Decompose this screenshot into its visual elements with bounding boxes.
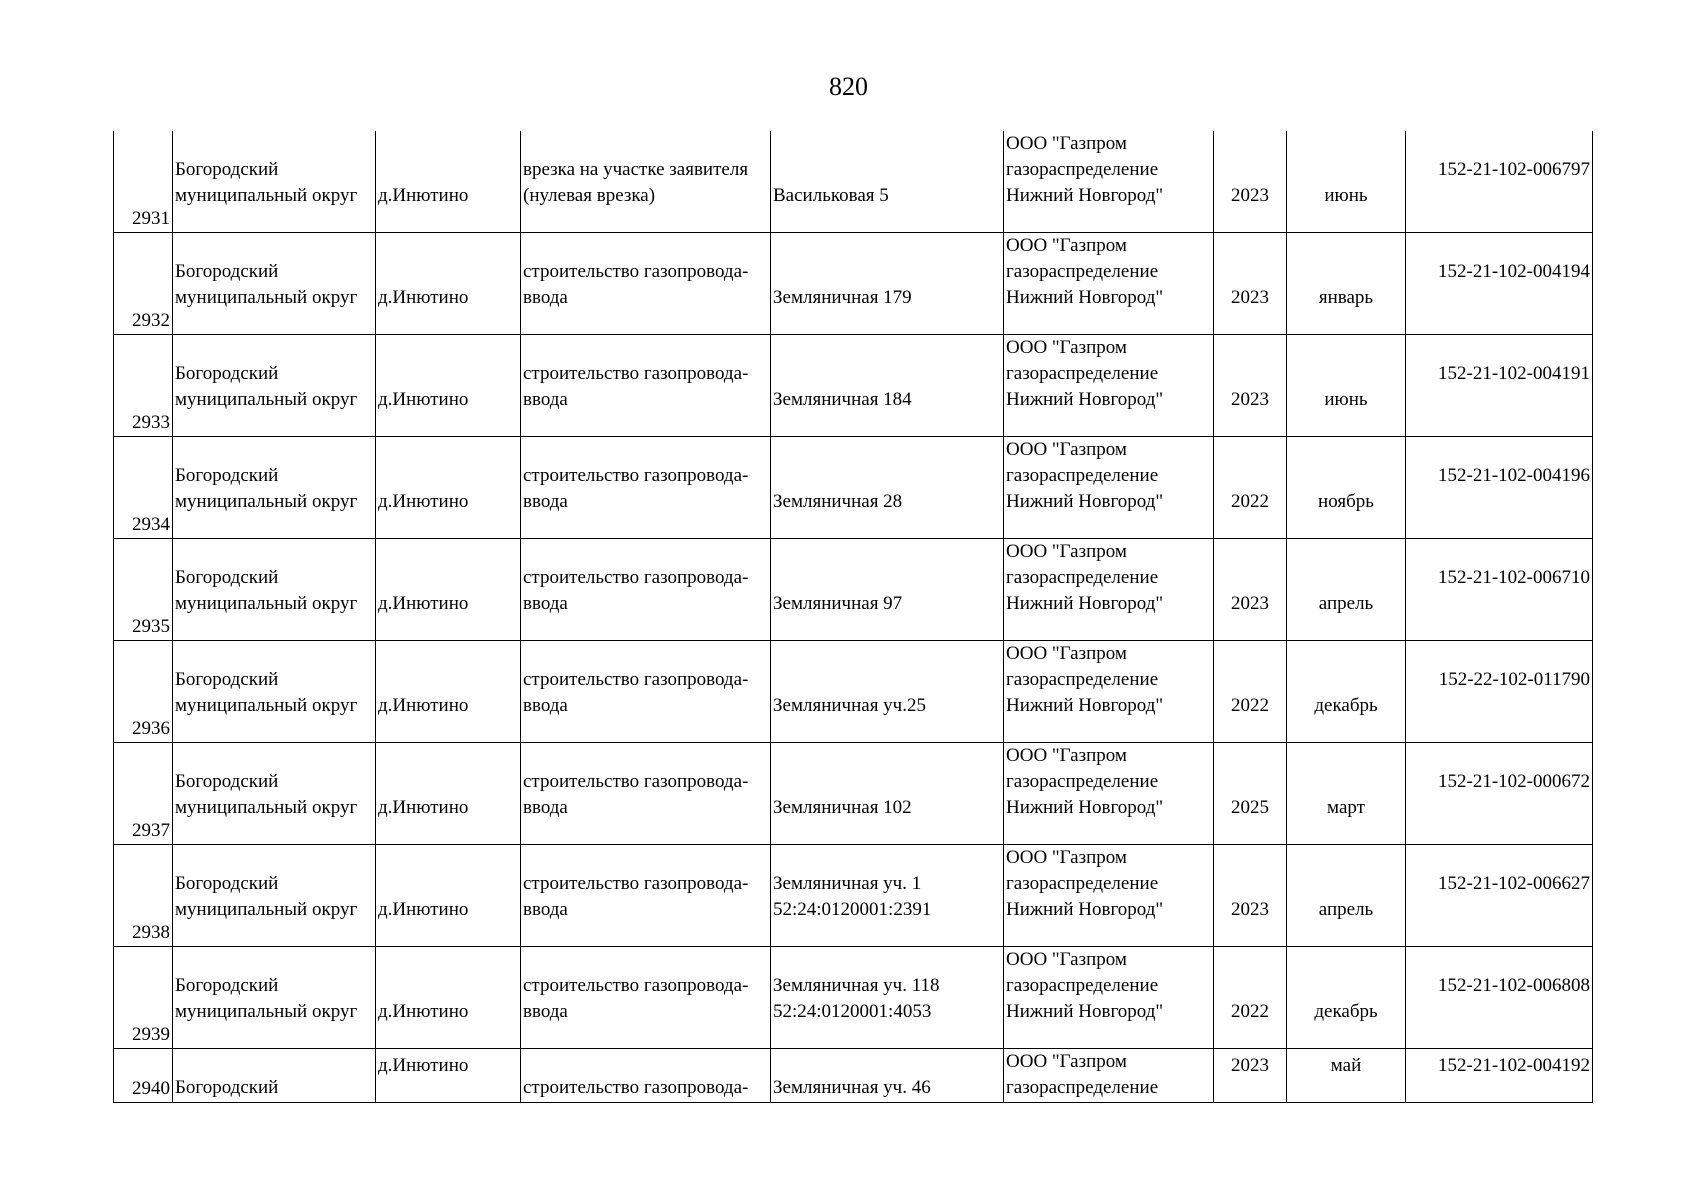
locality-cell (376, 947, 521, 1049)
work-type-cell (521, 947, 771, 1049)
year-cell-line: 2022 (1231, 491, 1269, 512)
month-cell-line: июнь (1324, 389, 1368, 410)
locality-cell (376, 131, 521, 233)
application-code-cell-line: 152-21-102-006627 (1438, 873, 1590, 894)
organization-cell (1004, 743, 1214, 845)
organization-cell-line: газораспределение (1006, 669, 1159, 690)
year-cell (1214, 335, 1287, 437)
month-cell-line: декабрь (1314, 1001, 1378, 1022)
application-code-cell-line: 152-21-102-000672 (1438, 771, 1590, 792)
work-type-cell-line: строительство газопровода- (523, 363, 749, 384)
row-number-cell (114, 539, 173, 641)
organization-cell-line: Нижний Новгород" (1006, 593, 1164, 614)
year-cell-line: 2023 (1231, 287, 1269, 308)
organization-cell-line: Нижний Новгород" (1006, 899, 1164, 920)
address-cell-line: Земляничная 97 (773, 593, 903, 614)
row-number-cell-line: 2932 (132, 310, 170, 331)
organization-cell-line: ООО "Газпром (1006, 847, 1127, 868)
month-cell (1287, 539, 1406, 641)
locality-cell (376, 539, 521, 641)
address-cell (771, 233, 1004, 335)
address-cell (771, 641, 1004, 743)
locality-cell-line: д.Инютино (378, 185, 469, 206)
application-code-cell (1406, 743, 1593, 845)
work-type-cell-line: строительство газопровода- (523, 465, 749, 486)
year-cell-line: 2023 (1231, 1055, 1269, 1076)
row-number-cell (114, 131, 173, 233)
locality-cell (376, 1049, 521, 1103)
row-number-cell (114, 1049, 173, 1103)
address-cell-line: Земляничная 184 (773, 389, 912, 410)
organization-cell-line: Нижний Новгород" (1006, 1001, 1164, 1022)
work-type-cell (521, 335, 771, 437)
year-cell-line: 2023 (1231, 899, 1269, 920)
district-cell-line: муниципальный округ (175, 491, 358, 512)
organization-cell-line: ООО "Газпром (1006, 745, 1127, 766)
work-type-cell-line: ввода (523, 899, 568, 920)
address-cell-line: 52:24:0120001:4053 (773, 1001, 932, 1022)
organization-cell-line: Нижний Новгород" (1006, 287, 1164, 308)
application-code-cell-line: 152-21-102-004192 (1438, 1055, 1590, 1076)
organization-cell-line: ООО "Газпром (1006, 439, 1127, 460)
month-cell-line: ноябрь (1318, 491, 1374, 512)
application-code-cell (1406, 437, 1593, 539)
organization-cell-line: газораспределение (1006, 159, 1159, 180)
work-type-cell-line: строительство газопровода- (523, 873, 749, 894)
table-body (114, 131, 1593, 1103)
table-row (114, 641, 1593, 743)
table-row (114, 539, 1593, 641)
district-cell (173, 743, 376, 845)
district-cell (173, 641, 376, 743)
month-cell (1287, 131, 1406, 233)
address-cell (771, 1049, 1004, 1103)
district-cell-line: Богородский (175, 873, 279, 894)
work-type-cell-line: ввода (523, 695, 568, 716)
year-cell-line: 2022 (1231, 695, 1269, 716)
table-row (114, 335, 1593, 437)
district-cell (173, 1049, 376, 1103)
work-type-cell (521, 539, 771, 641)
address-cell (771, 845, 1004, 947)
district-cell (173, 233, 376, 335)
row-number-cell (114, 743, 173, 845)
month-cell-line: июнь (1324, 185, 1368, 206)
row-number-cell-line: 2935 (132, 616, 170, 637)
row-number-cell (114, 437, 173, 539)
organization-cell-line: ООО "Газпром (1006, 235, 1127, 256)
district-cell-line: муниципальный округ (175, 695, 358, 716)
organization-cell-line: газораспределение (1006, 975, 1159, 996)
district-cell-line: муниципальный округ (175, 593, 358, 614)
table-row (114, 437, 1593, 539)
month-cell-line: май (1330, 1055, 1362, 1076)
work-type-cell-line: строительство газопровода- (523, 567, 749, 588)
locality-cell (376, 743, 521, 845)
row-number-cell-line: 2936 (132, 718, 170, 739)
district-cell-line: Богородский (175, 771, 279, 792)
district-cell-line: Богородский (175, 261, 279, 282)
locality-cell-line: д.Инютино (378, 899, 469, 920)
year-cell-line: 2023 (1231, 593, 1269, 614)
application-code-cell-line: 152-22-102-011790 (1438, 669, 1590, 690)
year-cell (1214, 131, 1287, 233)
row-number-cell-line: 2931 (132, 208, 170, 229)
locality-cell (376, 845, 521, 947)
work-type-cell-line: ввода (523, 491, 568, 512)
district-cell-line: муниципальный округ (175, 287, 358, 308)
row-number-cell (114, 233, 173, 335)
application-code-cell-line: 152-21-102-004194 (1438, 261, 1590, 282)
district-cell-line: муниципальный округ (175, 797, 358, 818)
work-type-cell-line: строительство газопровода- (523, 1077, 749, 1098)
year-cell-line: 2023 (1231, 185, 1269, 206)
work-type-cell-line: строительство газопровода- (523, 975, 749, 996)
organization-cell (1004, 437, 1214, 539)
locality-cell-line: д.Инютино (378, 695, 469, 716)
year-cell (1214, 743, 1287, 845)
organization-cell (1004, 845, 1214, 947)
organization-cell-line: Нижний Новгород" (1006, 185, 1164, 206)
address-cell-line: Земляничная уч. 46 (773, 1077, 931, 1098)
locality-cell (376, 437, 521, 539)
locality-cell-line: д.Инютино (378, 287, 469, 308)
row-number-cell-line: 2940 (132, 1078, 170, 1099)
year-cell (1214, 437, 1287, 539)
year-cell (1214, 641, 1287, 743)
month-cell-line: апрель (1318, 593, 1374, 614)
table-row (114, 131, 1593, 233)
year-cell-line: 2025 (1231, 797, 1269, 818)
district-cell-line: Богородский (175, 975, 279, 996)
address-cell (771, 947, 1004, 1049)
application-code-cell (1406, 641, 1593, 743)
work-type-cell-line: (нулевая врезка) (523, 185, 656, 206)
district-cell-line: муниципальный округ (175, 899, 358, 920)
locality-cell (376, 233, 521, 335)
application-code-cell-line: 152-21-102-006710 (1438, 567, 1590, 588)
district-cell (173, 845, 376, 947)
work-type-cell (521, 233, 771, 335)
application-code-cell (1406, 131, 1593, 233)
district-cell (173, 437, 376, 539)
organization-cell-line: ООО "Газпром (1006, 541, 1127, 562)
organization-cell-line: ООО "Газпром (1006, 1051, 1127, 1072)
gasification-register-table (113, 131, 1593, 1103)
row-number-cell (114, 335, 173, 437)
work-type-cell (521, 845, 771, 947)
district-cell-line: муниципальный округ (175, 1001, 358, 1022)
row-number-cell (114, 947, 173, 1049)
year-cell-line: 2022 (1231, 1001, 1269, 1022)
work-type-cell-line: ввода (523, 797, 568, 818)
district-cell-line: муниципальный округ (175, 185, 358, 206)
organization-cell-line: ООО "Газпром (1006, 949, 1127, 970)
row-number-cell-line: 2938 (132, 922, 170, 943)
application-code-cell (1406, 845, 1593, 947)
row-number-cell-line: 2934 (132, 514, 170, 535)
address-cell (771, 131, 1004, 233)
address-cell-line: Земляничная 102 (773, 797, 912, 818)
organization-cell (1004, 1049, 1214, 1103)
organization-cell-line: газораспределение (1006, 567, 1159, 588)
year-cell (1214, 539, 1287, 641)
locality-cell (376, 335, 521, 437)
locality-cell-line: д.Инютино (378, 593, 469, 614)
locality-cell (376, 641, 521, 743)
address-cell (771, 335, 1004, 437)
organization-cell-line: Нижний Новгород" (1006, 389, 1164, 410)
row-number-cell (114, 845, 173, 947)
organization-cell-line: ООО "Газпром (1006, 133, 1127, 154)
table-row (114, 233, 1593, 335)
address-cell (771, 743, 1004, 845)
month-cell-line: апрель (1318, 899, 1374, 920)
work-type-cell (521, 1049, 771, 1103)
work-type-cell-line: ввода (523, 287, 568, 308)
address-cell (771, 539, 1004, 641)
application-code-cell (1406, 1049, 1593, 1103)
organization-cell-line: ООО "Газпром (1006, 643, 1127, 664)
district-cell-line: Богородский (175, 1077, 279, 1098)
organization-cell (1004, 947, 1214, 1049)
organization-cell-line: газораспределение (1006, 465, 1159, 486)
address-cell-line: Земляничная уч. 118 (773, 975, 940, 996)
year-cell-line: 2023 (1231, 389, 1269, 410)
month-cell-line: январь (1318, 287, 1374, 308)
locality-cell-line: д.Инютино (378, 1001, 469, 1022)
locality-cell-line: д.Инютино (378, 797, 469, 818)
address-cell-line: Земляничная 28 (773, 491, 903, 512)
year-cell (1214, 845, 1287, 947)
work-type-cell-line: врезка на участке заявителя (523, 159, 749, 180)
district-cell-line: Богородский (175, 159, 279, 180)
district-cell (173, 539, 376, 641)
year-cell (1214, 1049, 1287, 1103)
month-cell (1287, 947, 1406, 1049)
organization-cell (1004, 335, 1214, 437)
application-code-cell-line: 152-21-102-004191 (1438, 363, 1590, 384)
organization-cell-line: газораспределение (1006, 873, 1159, 894)
application-code-cell (1406, 539, 1593, 641)
organization-cell-line: Нижний Новгород" (1006, 491, 1164, 512)
page-number: 820 (829, 72, 868, 101)
address-cell-line: 52:24:0120001:2391 (773, 899, 932, 920)
district-cell (173, 131, 376, 233)
work-type-cell (521, 641, 771, 743)
organization-cell-line: газораспределение (1006, 1077, 1159, 1098)
table-row (114, 1049, 1593, 1103)
work-type-cell-line: строительство газопровода- (523, 771, 749, 792)
year-cell (1214, 233, 1287, 335)
organization-cell-line: газораспределение (1006, 771, 1159, 792)
work-type-cell (521, 131, 771, 233)
month-cell (1287, 437, 1406, 539)
month-cell (1287, 1049, 1406, 1103)
table-row (114, 743, 1593, 845)
district-cell-line: Богородский (175, 465, 279, 486)
table-row (114, 845, 1593, 947)
district-cell (173, 947, 376, 1049)
row-number-cell-line: 2937 (132, 820, 170, 841)
work-type-cell (521, 437, 771, 539)
work-type-cell-line: ввода (523, 593, 568, 614)
organization-cell (1004, 131, 1214, 233)
address-cell-line: Земляничная уч.25 (773, 695, 926, 716)
row-number-cell (114, 641, 173, 743)
address-cell-line: Земляничная 179 (773, 287, 912, 308)
application-code-cell (1406, 233, 1593, 335)
address-cell-line: Земляничная уч. 1 (773, 873, 922, 894)
locality-cell-line: д.Инютино (378, 1055, 469, 1076)
address-cell (771, 437, 1004, 539)
locality-cell-line: д.Инютино (378, 389, 469, 410)
organization-cell (1004, 641, 1214, 743)
district-cell-line: Богородский (175, 363, 279, 384)
application-code-cell-line: 152-21-102-006808 (1438, 975, 1590, 996)
month-cell (1287, 335, 1406, 437)
district-cell (173, 335, 376, 437)
organization-cell-line: Нижний Новгород" (1006, 695, 1164, 716)
application-code-cell (1406, 947, 1593, 1049)
work-type-cell-line: ввода (523, 389, 568, 410)
month-cell (1287, 845, 1406, 947)
work-type-cell-line: ввода (523, 1001, 568, 1022)
district-cell-line: муниципальный округ (175, 389, 358, 410)
month-cell-line: март (1327, 797, 1365, 818)
work-type-cell (521, 743, 771, 845)
application-code-cell-line: 152-21-102-006797 (1438, 159, 1590, 180)
row-number-cell-line: 2939 (132, 1024, 170, 1045)
district-cell-line: Богородский (175, 669, 279, 690)
month-cell-line: декабрь (1314, 695, 1378, 716)
organization-cell (1004, 539, 1214, 641)
organization-cell (1004, 233, 1214, 335)
address-cell-line: Васильковая 5 (773, 185, 889, 206)
table-row (114, 947, 1593, 1049)
organization-cell-line: Нижний Новгород" (1006, 797, 1164, 818)
locality-cell-line: д.Инютино (378, 491, 469, 512)
month-cell (1287, 233, 1406, 335)
application-code-cell-line: 152-21-102-004196 (1438, 465, 1590, 486)
organization-cell-line: газораспределение (1006, 363, 1159, 384)
row-number-cell-line: 2933 (132, 412, 170, 433)
organization-cell-line: газораспределение (1006, 261, 1159, 282)
organization-cell-line: ООО "Газпром (1006, 337, 1127, 358)
month-cell (1287, 641, 1406, 743)
work-type-cell-line: строительство газопровода- (523, 261, 749, 282)
year-cell (1214, 947, 1287, 1049)
month-cell (1287, 743, 1406, 845)
application-code-cell (1406, 335, 1593, 437)
work-type-cell-line: строительство газопровода- (523, 669, 749, 690)
district-cell-line: Богородский (175, 567, 279, 588)
